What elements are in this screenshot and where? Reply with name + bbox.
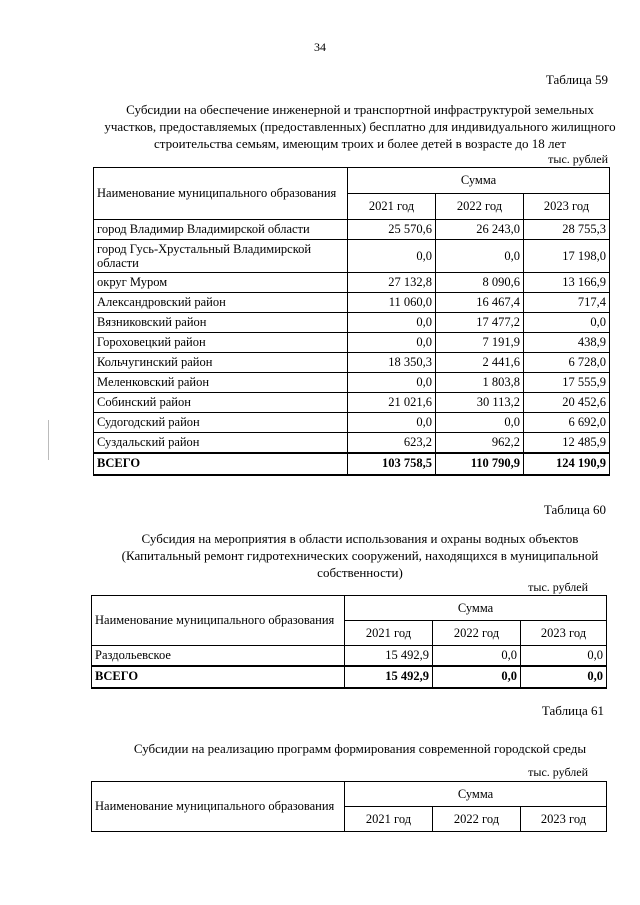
cell-2022: 0,0 xyxy=(436,413,524,433)
header-year: 2021 год xyxy=(345,807,433,832)
cell-2021: 0,0 xyxy=(348,240,436,273)
margin-mark xyxy=(48,420,49,460)
total-row xyxy=(94,453,610,475)
table-row xyxy=(94,413,610,433)
cell-2021: 623,2 xyxy=(348,433,436,453)
cell-2021: 0,0 xyxy=(348,313,436,333)
cell-2022: 16 467,4 xyxy=(436,293,524,313)
table-59-units: тыс. рублей xyxy=(548,152,608,166)
table-59-label: Таблица 59 xyxy=(545,72,608,87)
cell-2021: 0,0 xyxy=(348,413,436,433)
table-row xyxy=(94,373,610,393)
title-line: собственности) xyxy=(317,565,403,580)
table-59 xyxy=(93,167,610,476)
total-row xyxy=(92,666,607,688)
header-year: 2023 год xyxy=(521,807,607,832)
header-year: 2022 год xyxy=(436,194,524,220)
cell-2022: 30 113,2 xyxy=(436,393,524,413)
total-label: ВСЕГО xyxy=(92,666,345,688)
cell-2023: 0,0 xyxy=(521,646,607,666)
cell-2022: 0,0 xyxy=(436,240,524,273)
page-number: 34 xyxy=(314,40,326,54)
cell-2022: 0,0 xyxy=(433,646,521,666)
row-name: округ Муром xyxy=(94,273,348,293)
row-name: Александровский район xyxy=(94,293,348,313)
cell-2023: 0,0 xyxy=(524,313,610,333)
header-name-column: Наименование муниципального образования xyxy=(92,782,345,832)
cell-2022: 8 090,6 xyxy=(436,273,524,293)
row-name: Собинский район xyxy=(94,393,348,413)
table-row xyxy=(94,293,610,313)
header-name-column: Наименование муниципального образования xyxy=(92,596,345,646)
header-year: 2021 год xyxy=(345,621,433,646)
table-row xyxy=(94,393,610,413)
cell-2023: 20 452,6 xyxy=(524,393,610,413)
total-2021: 103 758,5 xyxy=(348,453,436,475)
cell-2023: 28 755,3 xyxy=(524,220,610,240)
row-name: Раздольевское xyxy=(92,646,345,666)
cell-2021: 21 021,6 xyxy=(348,393,436,413)
header-year: 2022 год xyxy=(433,621,521,646)
cell-2021: 0,0 xyxy=(348,373,436,393)
header-sum: Сумма xyxy=(345,782,607,807)
table-61-units: тыс. рублей xyxy=(528,765,588,779)
total-2023: 0,0 xyxy=(521,666,607,688)
table-60-label: Таблица 60 xyxy=(543,502,606,517)
title-line: строительства семьям, имеющим троих и более детей в возрасте до 18 лет xyxy=(154,136,566,151)
cell-2023: 17 555,9 xyxy=(524,373,610,393)
row-name: город Гусь-Хрустальный Владимирской области xyxy=(94,240,348,273)
header-sum: Сумма xyxy=(348,168,610,194)
cell-2021: 15 492,9 xyxy=(345,646,433,666)
header-year: 2022 год xyxy=(433,807,521,832)
table-row xyxy=(94,353,610,373)
total-2021: 15 492,9 xyxy=(345,666,433,688)
cell-2021: 18 350,3 xyxy=(348,353,436,373)
table-row xyxy=(94,240,610,273)
table-60-title xyxy=(90,530,630,581)
cell-2021: 11 060,0 xyxy=(348,293,436,313)
header-sum: Сумма xyxy=(345,596,607,621)
title-line: участков, предоставляемых (предоставленных) бесплатно для индивидуального жилищного xyxy=(104,119,616,134)
cell-2022: 1 803,8 xyxy=(436,373,524,393)
cell-2022: 26 243,0 xyxy=(436,220,524,240)
table-60 xyxy=(91,595,607,689)
total-2023: 124 190,9 xyxy=(524,453,610,475)
table-61-label: Таблица 61 xyxy=(541,703,604,718)
cell-2021: 0,0 xyxy=(348,333,436,353)
table-row xyxy=(94,433,610,453)
total-2022: 110 790,9 xyxy=(436,453,524,475)
row-name: Вязниковский район xyxy=(94,313,348,333)
table-row xyxy=(94,313,610,333)
cell-2022: 2 441,6 xyxy=(436,353,524,373)
cell-2023: 6 692,0 xyxy=(524,413,610,433)
cell-2021: 27 132,8 xyxy=(348,273,436,293)
title-line: Субсидии на реализацию программ формирования современной городской среды xyxy=(133,741,587,756)
cell-2023: 13 166,9 xyxy=(524,273,610,293)
table-row xyxy=(94,220,610,240)
cell-2021: 25 570,6 xyxy=(348,220,436,240)
header-year: 2023 год xyxy=(524,194,610,220)
title-line: Субсидии на обеспечение инженерной и транспортной инфраструктурой земельных xyxy=(126,102,594,117)
cell-2022: 962,2 xyxy=(436,433,524,453)
cell-2023: 717,4 xyxy=(524,293,610,313)
table-59-title xyxy=(90,101,630,152)
cell-2022: 17 477,2 xyxy=(436,313,524,333)
table-row xyxy=(94,333,610,353)
title-line: Субсидия на мероприятия в области использования и охраны водных объектов xyxy=(141,531,579,546)
header-year: 2023 год xyxy=(521,621,607,646)
table-row xyxy=(92,646,607,666)
row-name: Суздальский район xyxy=(94,433,348,453)
row-name: Судогодский район xyxy=(94,413,348,433)
header-year: 2021 год xyxy=(348,194,436,220)
table-61 xyxy=(91,781,607,832)
row-name: Кольчугинский район xyxy=(94,353,348,373)
cell-2023: 17 198,0 xyxy=(524,240,610,273)
total-2022: 0,0 xyxy=(433,666,521,688)
header-name-column: Наименование муниципального образования xyxy=(94,168,348,220)
total-label: ВСЕГО xyxy=(94,453,348,475)
cell-2023: 6 728,0 xyxy=(524,353,610,373)
table-row xyxy=(94,273,610,293)
cell-2023: 12 485,9 xyxy=(524,433,610,453)
cell-2023: 438,9 xyxy=(524,333,610,353)
cell-2022: 7 191,9 xyxy=(436,333,524,353)
table-61-title xyxy=(90,740,630,757)
table-60-units: тыс. рублей xyxy=(528,580,588,594)
row-name: Меленковский район xyxy=(94,373,348,393)
title-line: (Капитальный ремонт гидротехнических сооружений, находящихся в муниципальной xyxy=(121,548,599,563)
row-name: город Владимир Владимирской области xyxy=(94,220,348,240)
row-name: Гороховецкий район xyxy=(94,333,348,353)
